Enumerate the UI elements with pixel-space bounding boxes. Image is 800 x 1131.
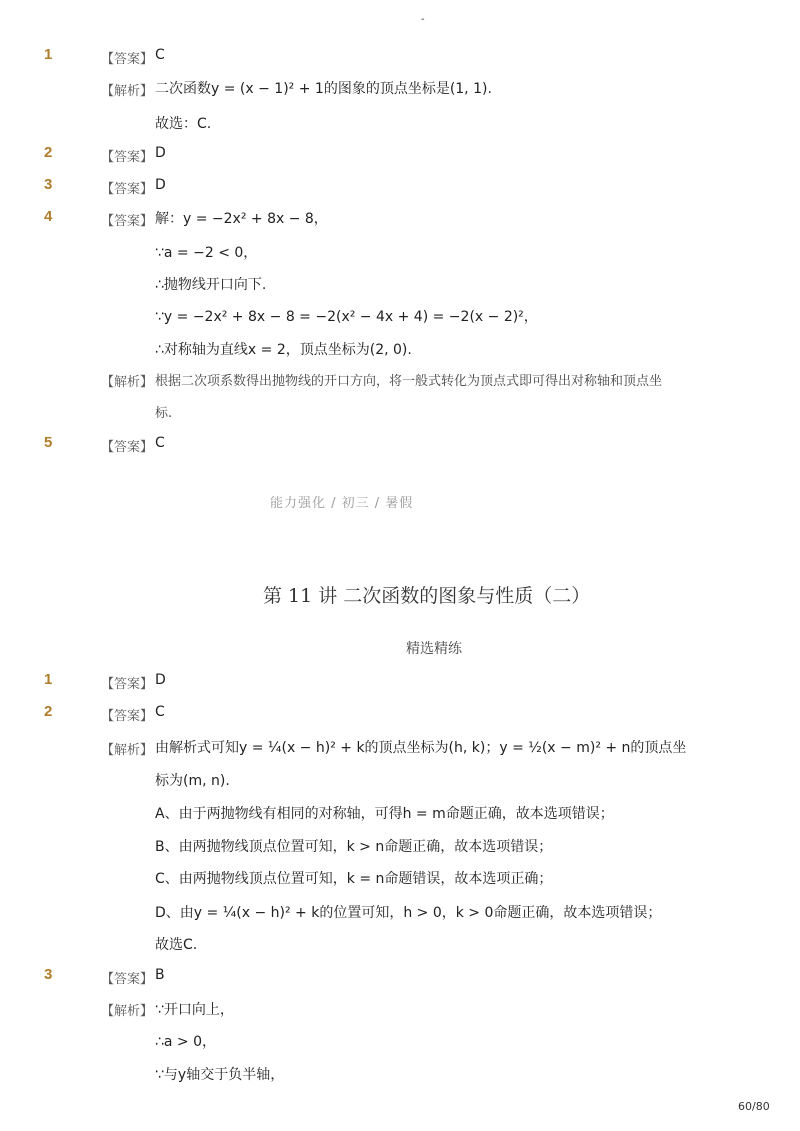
analysis-text: 标. — [155, 406, 173, 421]
analysis-tag: 【解析】 — [101, 743, 154, 758]
option-text: B、由两抛物线顶点位置可知，k > n命题正确，故本选项错误； — [155, 839, 553, 855]
option-text: A、由于两抛物线有相同的对称轴，可得h = m命题正确，故本选项错误； — [155, 806, 614, 822]
option-text: D、由y = ¼(x − h)² + k的位置可知，h > 0，k > 0命题正确，故本选项错误； — [155, 905, 662, 921]
solution-step: ∵a = −2 < 0， — [155, 245, 258, 261]
question-number: 5 — [44, 434, 53, 451]
answer-value: B — [155, 967, 165, 983]
answer-tag: 【答案】 — [101, 677, 154, 692]
answer-tag: 【答案】 — [101, 52, 154, 67]
solution-step: ∵开口向上， — [155, 1002, 234, 1018]
solution-step: ∴a > 0， — [155, 1034, 217, 1050]
solution-step: ∴对称轴为直线x = 2，顶点坐标为(2, 0). — [155, 342, 412, 358]
analysis-text: 标为(m, n). — [155, 773, 230, 789]
question-number: 1 — [44, 46, 53, 63]
answer-value: D — [155, 145, 166, 161]
solution-step: ∵与y轴交于负半轴， — [155, 1067, 285, 1083]
question-number: 3 — [44, 966, 53, 983]
lecture-title: 第 11 讲 二次函数的图象与性质（二） — [263, 585, 591, 607]
page-number: 60/80 — [738, 1100, 770, 1113]
option-text: C、由两抛物线顶点位置可知，k = n命题错误，故本选项正确； — [155, 871, 553, 887]
analysis-text: 根据二次项系数得出抛物线的开口方向，将一般式转化为顶点式即可得出对称轴和顶点坐 — [155, 374, 663, 389]
question-number: 4 — [44, 208, 53, 225]
choice-text: 故选C. — [155, 937, 198, 953]
answer-tag: 【答案】 — [101, 182, 154, 197]
analysis-tag: 【解析】 — [101, 1004, 154, 1019]
section-footer: 能力强化 / 初三 / 暑假 — [270, 496, 414, 511]
answer-tag: 【答案】 — [101, 214, 154, 229]
solution-step: ∵y = −2x² + 8x − 8 = −2(x² − 4x + 4) = −2(x − 2)²， — [155, 309, 538, 325]
question-number: 2 — [44, 703, 53, 720]
question-number: 2 — [44, 144, 53, 161]
answer-tag: 【答案】 — [101, 709, 154, 724]
answer-value: C — [155, 435, 165, 451]
question-number: 1 — [44, 671, 53, 688]
analysis-tag: 【解析】 — [101, 375, 154, 390]
header-dash: - — [421, 14, 425, 25]
answer-tag: 【答案】 — [101, 440, 154, 455]
answer-tag: 【答案】 — [101, 150, 154, 165]
answer-value: 解：y = −2x² + 8x − 8， — [155, 211, 328, 227]
question-number: 3 — [44, 176, 53, 193]
section-subtitle: 精选精练 — [406, 641, 462, 657]
answer-value: D — [155, 177, 166, 193]
analysis-text: 二次函数y = (x − 1)² + 1的图象的顶点坐标是(1, 1). — [155, 81, 492, 97]
answer-tag: 【答案】 — [101, 972, 154, 987]
analysis-tag: 【解析】 — [101, 84, 154, 99]
answer-value: C — [155, 704, 165, 720]
analysis-text: 由解析式可知y = ¼(x − h)² + k的顶点坐标为(h, k)；y = ½(x − m)² + n的顶点坐 — [155, 740, 687, 756]
answer-value: D — [155, 672, 166, 688]
answer-value: C — [155, 47, 165, 63]
solution-step: ∴抛物线开口向下. — [155, 277, 267, 293]
choice-text: 故选：C. — [155, 116, 212, 132]
